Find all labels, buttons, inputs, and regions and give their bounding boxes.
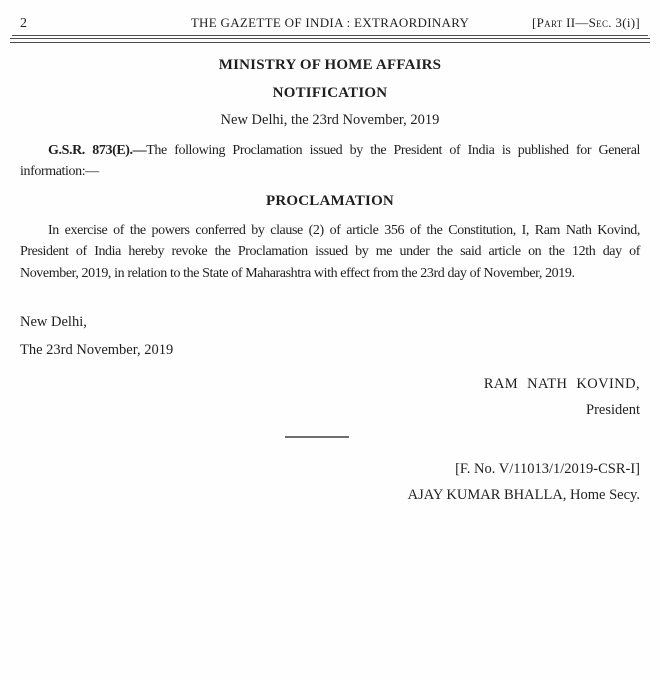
gazette-title: THE GAZETTE OF INDIA : EXTRAORDINARY bbox=[190, 15, 470, 30]
file-number: [F. No. V/11013/1/2019-CSR-I] bbox=[455, 461, 640, 477]
proclamation-paragraph bbox=[20, 220, 640, 285]
proclamation-line-2: President of India hereby revoke the Proclamation issued by me under the said article on the 12th day of bbox=[20, 244, 640, 259]
dateline: New Delhi, the 23rd November, 2019 bbox=[220, 111, 440, 128]
header-rule-single bbox=[12, 35, 648, 36]
gsr-line-1-text: The following Proclamation issued by the President of India is published for General bbox=[146, 142, 640, 158]
part-section-label bbox=[469, 15, 640, 31]
date-line: The 23rd November, 2019 bbox=[20, 342, 174, 358]
gsr-line-1 bbox=[20, 140, 640, 162]
page-number: 2 bbox=[20, 16, 28, 31]
part-section-number: 3(i)] bbox=[615, 15, 640, 30]
notification-heading: NOTIFICATION bbox=[272, 84, 388, 101]
signatory-name: RAM NATH KOVIND, bbox=[483, 376, 640, 392]
signatory-title: President bbox=[586, 402, 640, 418]
gsr-paragraph bbox=[20, 140, 640, 183]
part-section-smallcaps: [Part II—Sec. bbox=[532, 15, 612, 30]
gsr-number-bold: G.S.R. 873(E).— bbox=[48, 142, 147, 158]
ministry-heading: MINISTRY OF HOME AFFAIRS bbox=[218, 56, 442, 73]
proclamation-line-1: In exercise of the powers conferred by clause (2) of article 356 of the Constitution, I, Ram Nath Kovind, bbox=[48, 222, 640, 238]
proclamation-heading: PROCLAMATION bbox=[266, 192, 394, 209]
header-rule-double bbox=[10, 38, 650, 43]
place-line: New Delhi, bbox=[20, 314, 87, 330]
countersignature: AJAY KUMAR BHALLA, Home Secy. bbox=[407, 487, 640, 503]
proclamation-line-3: November, 2019, in relation to the State of Maharashtra with effect from the 23rd day of November, 2019. bbox=[20, 265, 575, 281]
running-header bbox=[20, 15, 640, 32]
signature-divider-rule bbox=[285, 436, 349, 438]
gsr-line-2: information:— bbox=[20, 164, 99, 179]
